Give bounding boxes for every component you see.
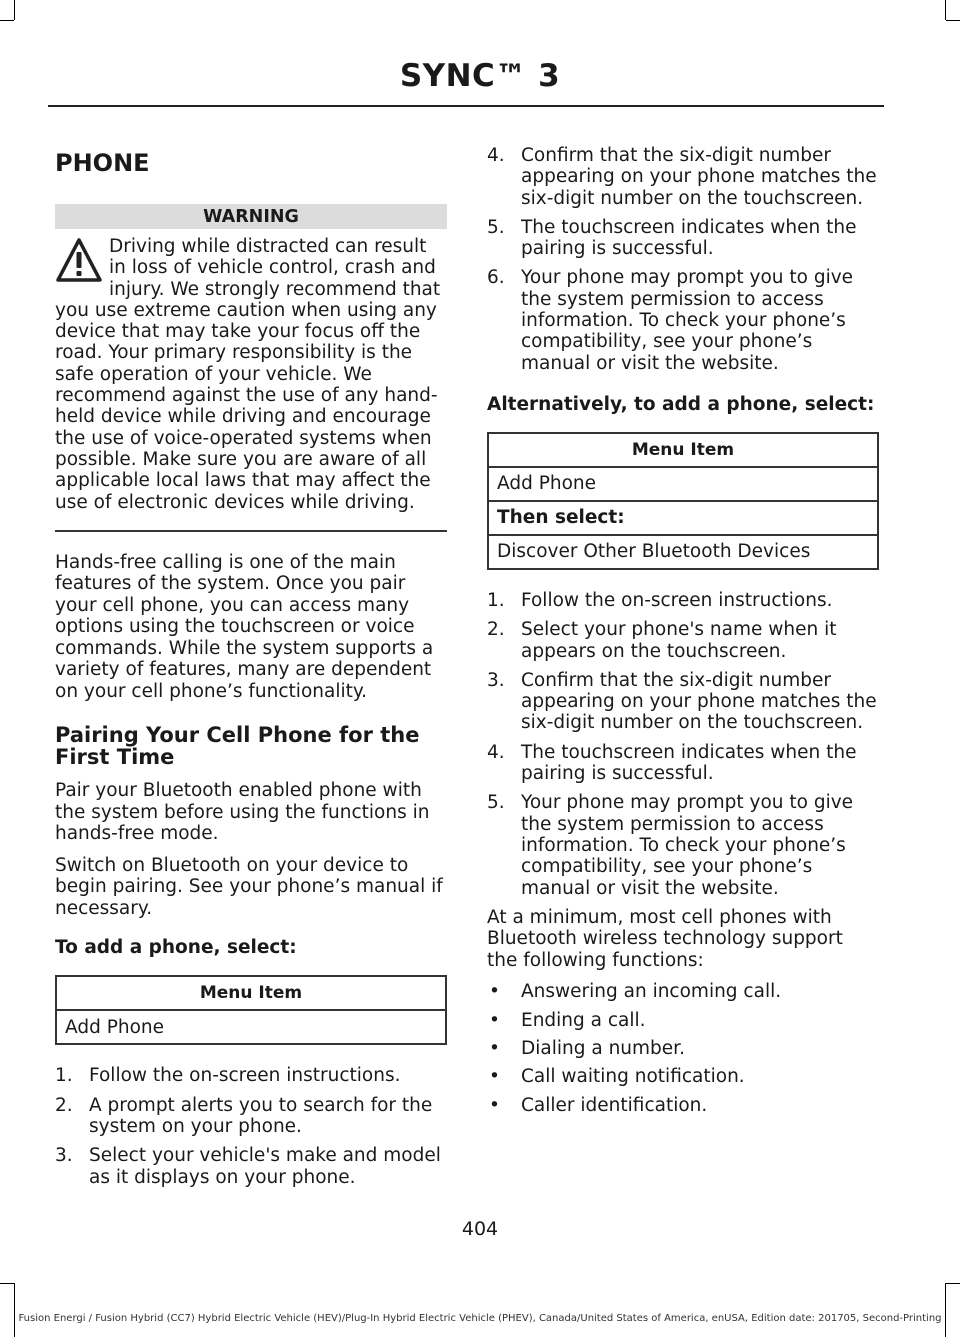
step-text: Your phone may prompt you to give the system permission to access information. To check your phone’s compatibility, see your phone’s manual or visit the website. xyxy=(521,792,854,899)
list-item xyxy=(487,1066,879,1087)
functions-intro: At a minimum, most cell phones with Bluetooth wireless technology support the following functions: xyxy=(487,906,843,971)
section-title: PHONE xyxy=(55,149,150,177)
list-item xyxy=(55,1145,447,1188)
pairing-paragraph-1: Pair your Bluetooth enabled phone with the system before using the functions in hands-free mode. xyxy=(55,780,430,845)
list-item xyxy=(487,217,879,260)
left-column xyxy=(55,145,447,1196)
list-item xyxy=(487,742,879,785)
header-rule xyxy=(48,105,884,107)
menu-table-header: Menu Item xyxy=(488,433,878,467)
crop-mark xyxy=(945,0,946,20)
menu-table-cell: Add Phone xyxy=(488,467,878,501)
step-number: 1. xyxy=(487,589,505,611)
list-item xyxy=(487,981,879,1002)
steps-list-continued xyxy=(487,145,879,374)
menu-table xyxy=(487,432,879,570)
list-item xyxy=(487,792,879,898)
step-text: Follow the on-screen instructions. xyxy=(521,589,833,611)
step-text: Confirm that the six-digit number appearing on your phone matches the six-digit number on the touchscreen. xyxy=(521,145,877,209)
running-header-title: SYNC™ 3 xyxy=(399,58,561,94)
right-column xyxy=(487,145,879,1124)
list-item xyxy=(487,267,879,373)
step-number: 5. xyxy=(487,216,505,238)
warning-box xyxy=(55,236,447,513)
functions-list xyxy=(487,981,879,1115)
list-item xyxy=(487,1095,879,1116)
menu-table-header: Menu Item xyxy=(56,976,446,1010)
bullet-icon: • xyxy=(489,1094,500,1116)
pairing-title: Pairing Your Cell Phone for the First Time xyxy=(55,723,420,770)
step-text: The touchscreen indicates when the pairing is successful. xyxy=(521,741,857,785)
step-text: The touchscreen indicates when the pairing is successful. xyxy=(521,216,857,260)
crop-mark xyxy=(946,20,960,21)
list-item xyxy=(487,1038,879,1059)
crop-mark xyxy=(945,1283,946,1337)
step-number: 6. xyxy=(487,267,505,289)
step-text: Select your phone's name when it appears on the touchscreen. xyxy=(521,619,837,662)
step-text: Your phone may prompt you to give the system permission to access information. To check your phone’s compatibility, see your phone’s manual or visit the website. xyxy=(521,267,854,374)
step-number: 4. xyxy=(487,145,505,166)
bullet-icon: • xyxy=(489,1066,500,1088)
alternative-lead: Alternatively, to add a phone, select: xyxy=(487,393,875,415)
list-item xyxy=(487,590,879,611)
bullet-text: Ending a call. xyxy=(521,1009,646,1031)
list-item xyxy=(55,1095,447,1138)
steps-list xyxy=(55,1065,447,1187)
list-item xyxy=(487,619,879,662)
crop-mark xyxy=(14,0,15,20)
list-item xyxy=(487,145,879,209)
add-phone-lead: To add a phone, select: xyxy=(55,937,297,959)
steps-list xyxy=(487,590,879,899)
bullet-text: Call waiting notification. xyxy=(521,1066,745,1088)
step-text: Follow the on-screen instructions. xyxy=(89,1065,401,1087)
warning-heading: WARNING xyxy=(55,204,447,229)
footer-text: Fusion Energi / Fusion Hybrid (CC7) Hybrid Electric Vehicle (HEV)/Plug-In Hybrid Electric Vehicle (PHEV), Canada/United States of America, enUSA, Edition date: 201705, Second-Printing xyxy=(18,1313,942,1324)
bullet-text: Dialing a number. xyxy=(521,1037,685,1059)
bullet-icon: • xyxy=(489,1009,500,1031)
crop-mark xyxy=(0,1283,14,1284)
crop-mark xyxy=(14,1283,15,1337)
step-text: Confirm that the six-digit number appearing on your phone matches the six-digit number on the touchscreen. xyxy=(521,669,877,734)
crop-mark xyxy=(946,1283,960,1284)
warning-triangle-icon xyxy=(55,236,103,288)
step-number: 1. xyxy=(55,1065,73,1087)
bullet-icon: • xyxy=(489,1037,500,1059)
warning-rule xyxy=(55,530,447,532)
crop-mark xyxy=(0,20,14,21)
pairing-paragraph-2: Switch on Bluetooth on your device to begin pairing. See your phone’s manual if necessary. xyxy=(55,854,443,919)
menu-table-cell: Discover Other Bluetooth Devices xyxy=(488,535,878,569)
step-number: 5. xyxy=(487,792,505,814)
step-text: A prompt alerts you to search for the system on your phone. xyxy=(89,1094,433,1137)
menu-table-cell: Add Phone xyxy=(56,1010,446,1044)
step-number: 2. xyxy=(55,1094,73,1116)
step-number: 3. xyxy=(55,1145,73,1167)
step-number: 2. xyxy=(487,619,505,641)
bullet-text: Caller identification. xyxy=(521,1094,708,1116)
intro-paragraph: Hands-free calling is one of the main features of the system. Once you pair your cell phone, you can access many options using the touchscreen or voice commands. While the system supports a variety of features, many are dependent on your cell phone’s functionality. xyxy=(55,551,434,702)
bullet-icon: • xyxy=(489,981,500,1003)
menu-table-cell: Then select: xyxy=(488,501,878,535)
step-text: Select your vehicle's make and model as it displays on your phone. xyxy=(89,1145,441,1188)
menu-table xyxy=(55,975,447,1045)
list-item xyxy=(487,1010,879,1031)
bullet-text: Answering an incoming call. xyxy=(521,981,782,1003)
list-item xyxy=(487,670,879,734)
warning-text: Driving while distracted can result in loss of vehicle control, crash and injury. We strongly recommend that you use extreme caution when using any device that may take your focus off the road. Your primary responsibility is the safe operation of your vehicle. We recommend against the use of any hand-held device while driving and encourage the use of voice-operated systems when possible. Make sure you are aware of all applicable local laws that may affect the use of electronic devices while driving. xyxy=(55,236,441,513)
page-number: 404 xyxy=(461,1218,499,1240)
step-number: 4. xyxy=(487,741,505,763)
list-item xyxy=(55,1065,447,1086)
step-number: 3. xyxy=(487,669,505,691)
